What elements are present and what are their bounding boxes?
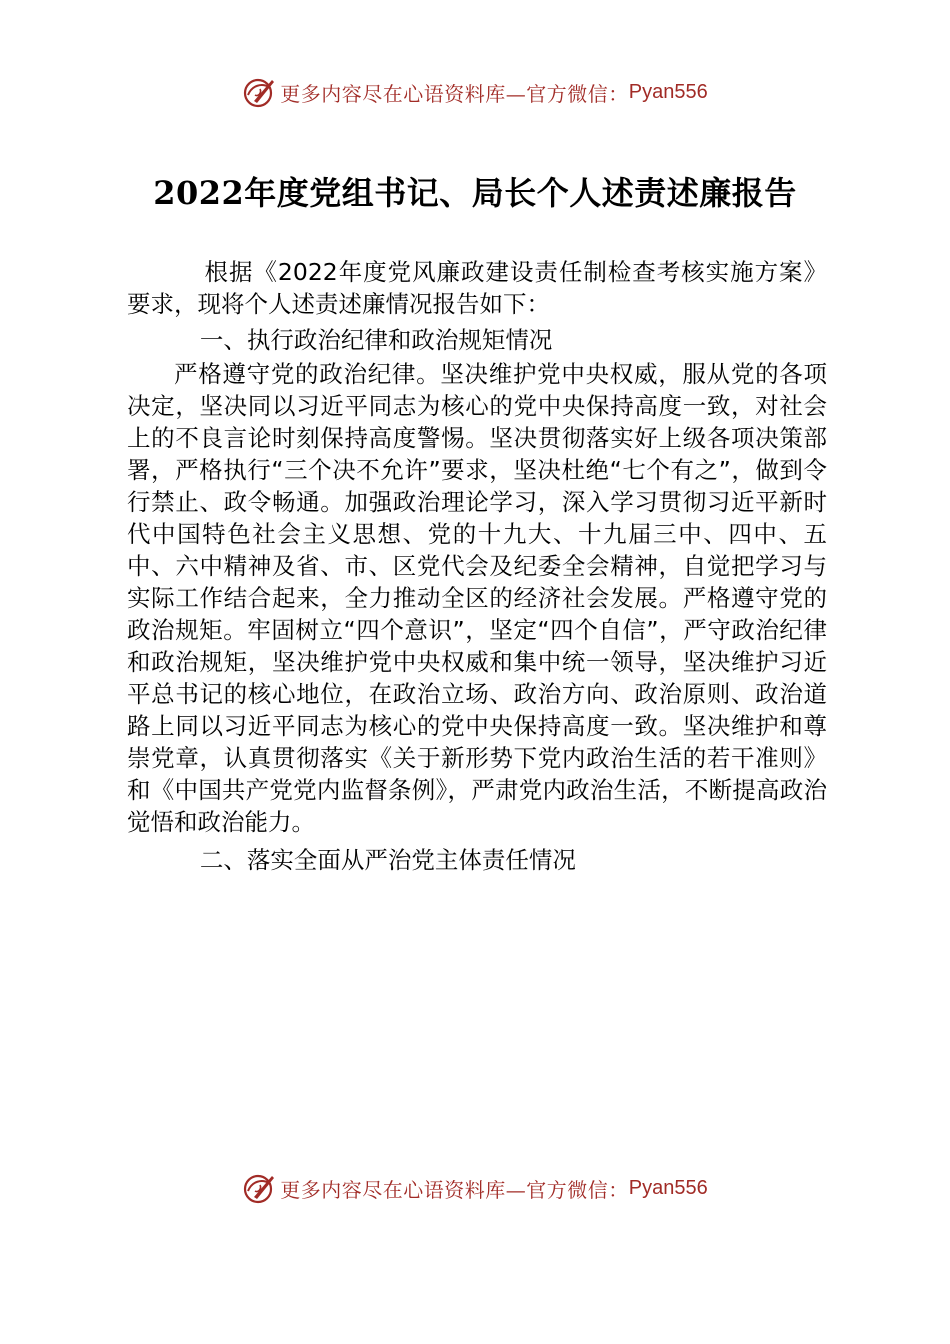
header-banner [0,72,950,112]
banner-wechat-id: Pyan556 [628,80,708,103]
section-body-1: 严格遵守党的政治纪律。坚决维护党中央权威，服从党的各项决定，坚决同以习近平同志为核心的党中央保持高度一致，对社会上的不良言论时刻保持高度警惕。坚决贯彻落实好上级各项决策部署，严格执行“三个决不允许”要求，坚决杜绝“七个有之”，做到令行禁止、政令畅通。加强政治理论学习，深入学习贯彻习近平新时代中国特色社会主义思想、党的十九大、十九届三中、四中、五中、六中精神及省、市、区党代会及纪委全会精神，自觉把学习与实际工作结合起来，全力推动全区的经济社会发展。严格遵守党的政治规矩。牢固树立“四个意识”，坚定“四个自信”，严守政治纪律和政治规矩，坚决维护党中央权威和集中统一领导，坚决维护习近平总书记的核心地位，在政治立场、政治方向、政治原则、政治道路上同以习近平同志为核心的党中央保持高度一致。坚决维护和尊崇党章，认真贯彻落实《关于新形势下党内政治生活的若干准则》和《中国共产党党内监督条例》，严肃党内政治生活，不断提高政治觉悟和政治能力。 [127,360,827,836]
quill-seal-logo-icon [242,75,276,109]
section-heading-1: 一、执行政治纪律和政治规矩情况 [199,326,553,354]
intro-paragraph: 根据《2022年度党风廉政建设责任制检查考核实施方案》要求，现将个人述责述廉情况报告如下： [127,258,827,318]
banner-text: 更多内容尽在心语资料库—官方微信： [280,81,629,106]
section-heading-2: 二、落实全面从严治党主体责任情况 [199,846,576,874]
document-title: 2022年度党组书记、局长个人述责述廉报告 [153,174,797,212]
banner-text: 更多内容尽在心语资料库—官方微信： [280,1177,629,1202]
quill-seal-logo-icon [242,1171,276,1205]
banner-wechat-id: Pyan556 [628,1176,708,1199]
footer-banner [0,1168,950,1208]
document-body [127,256,827,876]
